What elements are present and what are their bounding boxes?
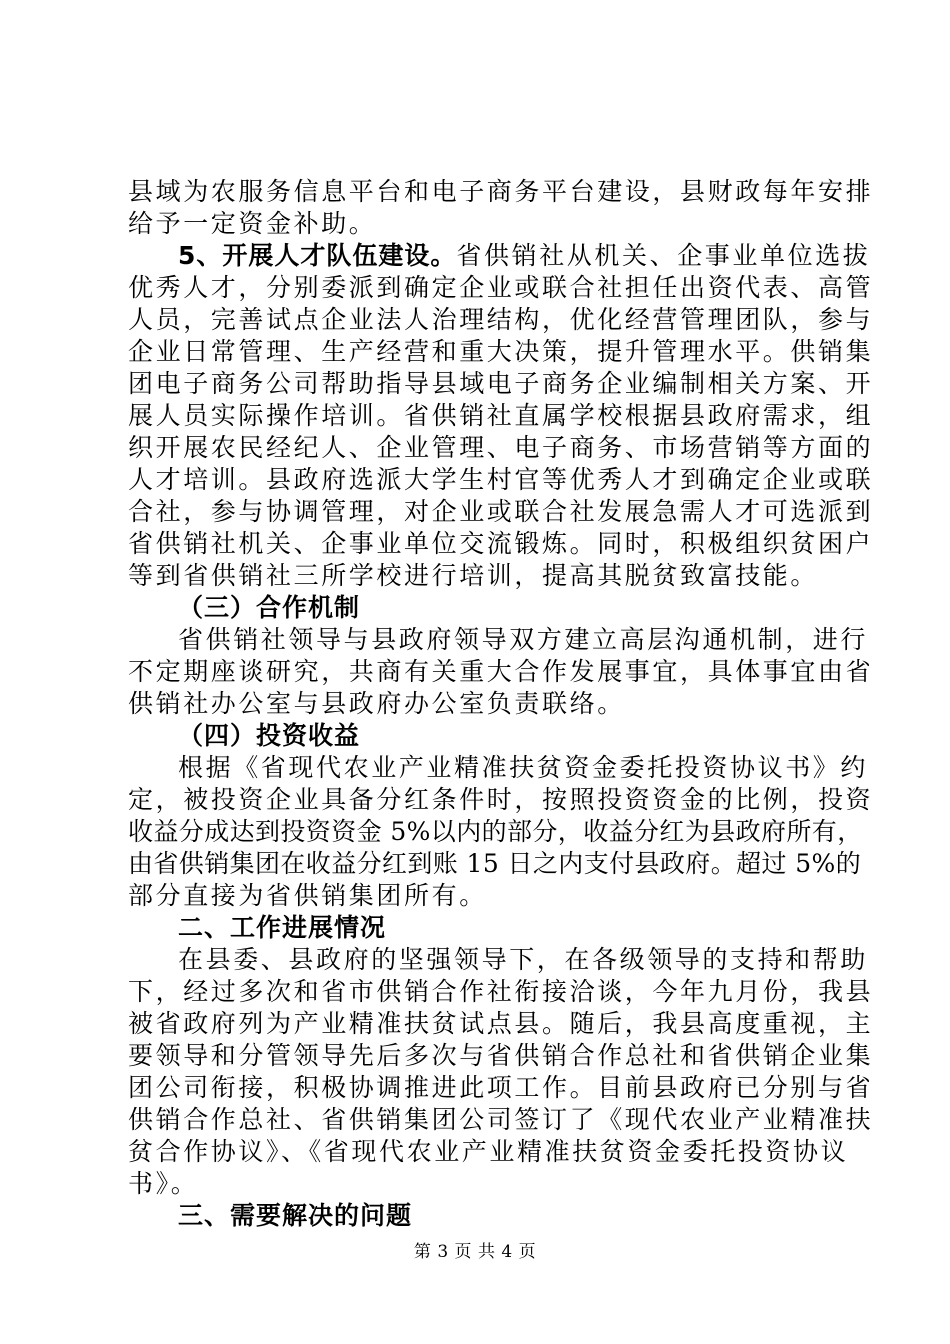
body-text-line: 人才培训。县政府选派大学生村官等优秀人才到确定企业或联 [128, 465, 874, 494]
body-text-line: 被省政府列为产业精准扶贫试点县。随后，我县高度重视，主 [128, 1009, 874, 1038]
body-text-line: 团电子商务公司帮助指导县域电子商务企业编制相关方案、开 [128, 369, 874, 398]
body-text-line: 省供销社领导与县政府领导双方建立高层沟通机制，进行 [178, 625, 869, 654]
body-text-line: 部分直接为省供销集团所有。 [128, 881, 487, 910]
body-text-line: 县域为农服务信息平台和电子商务平台建设，县财政每年安排 [128, 177, 874, 206]
body-text-line: 等到省供销社三所学校进行培训，提高其脱贫致富技能。 [128, 561, 819, 590]
body-text-line: 在县委、县政府的坚强领导下，在各级领导的支持和帮助 [178, 945, 869, 974]
body-text-line: 要领导和分管领导先后多次与省供销合作总社和省供销企业集 [128, 1041, 874, 1070]
body-text-line: 供销社办公室与县政府办公室负责联络。 [128, 689, 625, 718]
body-text-line: 合社，参与协调管理，对企业或联合社发展急需人才可选派到 [128, 497, 874, 526]
section-heading-progress: 二、工作进展情况 [178, 913, 387, 942]
body-text-line: 书》。 [128, 1169, 199, 1198]
body-text-line: 展人员实际操作培训。省供销社直属学校根据县政府需求，组 [128, 401, 874, 430]
page-number-footer: 第 3 页 共 4 页 [413, 1242, 537, 1262]
paragraph-first-line [178, 240, 871, 272]
body-text-line: 不定期座谈研究，共商有关重大合作发展事宜，具体事宜由省 [128, 657, 874, 686]
section-heading-cooperation: （三）合作机制 [178, 593, 361, 622]
body-text-line: 团公司衔接，积极协调推进此项工作。目前县政府已分别与省 [128, 1073, 874, 1102]
body-text-line: 省供销社机关、企事业单位交流锻炼。同时，积极组织贫困户 [128, 529, 874, 558]
body-text-line: 收益分成达到投资资金 5%以内的部分，收益分红为县政府所有， [128, 817, 863, 846]
body-text-line: 贫合作协议》、《省现代农业产业精准扶贫资金委托投资协议 [128, 1137, 849, 1166]
body-text-line: 根据《省现代农业产业精准扶贫资金委托投资协议书》约 [178, 753, 869, 782]
body-text-line: 定，被投资企业具备分红条件时，按照投资资金的比例，投资 [128, 785, 874, 814]
body-text-line: 企业日常管理、生产经营和重大决策，提升管理水平。供销集 [128, 337, 874, 366]
body-text-line: 优秀人才，分别委派到确定企业或联合社担任出资代表、高管 [128, 273, 874, 302]
body-text-line: 织开展农民经纪人、企业管理、电子商务、市场营销等方面的 [128, 433, 874, 462]
body-text-line: 下，经过多次和省市供销合作社衔接洽谈，今年九月份，我县 [128, 977, 874, 1006]
section-heading-problems: 三、需要解决的问题 [178, 1201, 413, 1230]
body-text-line: 供销合作总社、省供销集团公司签订了《现代农业产业精准扶 [128, 1105, 874, 1134]
body-text: 省供销社从机关、企事业单位选拔 [456, 241, 871, 270]
body-text-line: 由省供销集团在收益分红到账 15 日之内支付县政府。超过 5%的 [128, 849, 862, 878]
body-text-line: 人员，完善试点企业法人治理结构，优化经营管理团队，参与 [128, 305, 874, 334]
body-text-line: 给予一定资金补助。 [128, 209, 377, 238]
item-heading: 5、开展人才队伍建设。 [178, 241, 457, 270]
section-heading-investment: （四）投资收益 [178, 721, 361, 750]
